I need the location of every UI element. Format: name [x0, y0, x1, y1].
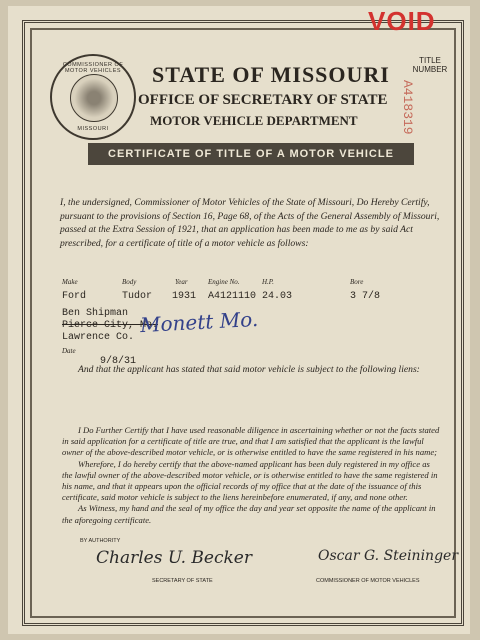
bore-label: Bore — [350, 278, 364, 286]
engine-value: A4121110 — [208, 291, 257, 302]
issue-date: 9/8/31 — [100, 356, 137, 367]
bore-value: 3 7/8 — [350, 291, 381, 302]
state-seal — [50, 54, 136, 140]
further-paragraph-3: As Witness, my hand and the seal of my office the day and year set opposite the name of the applicant in the aforegoing certificate. — [62, 503, 436, 525]
title-number: A418319 — [400, 80, 415, 135]
year-value: 1931 — [172, 291, 197, 302]
seal-top-text: COMMISSIONER OF MOTOR VEHICLES — [62, 62, 124, 74]
handwritten-address: Monett Mo. — [139, 306, 259, 338]
body-value: Tudor — [122, 291, 153, 302]
body-label: Body — [122, 278, 137, 286]
by-authority-label: BY AUTHORITY — [80, 538, 121, 544]
further-certify-section — [62, 425, 440, 526]
seal-emblem-icon — [70, 74, 118, 122]
owner-name: Ben Shipman — [62, 308, 129, 319]
owner-county: Lawrence Co. — [62, 332, 135, 343]
office-heading: OFFICE OF SECRETARY OF STATE — [138, 92, 388, 108]
title-number-label: TITLE NUMBER — [412, 56, 448, 74]
certify-paragraph: I, the undersigned, Commissioner of Motor Vehicles of the State of Missouri, Do Hereby Certify, pursuant to the provisions of Section 16, Page 68, of the Acts of the General Assembly of Missouri, passed at the Extra Session of 1921, that an application has been made to me as by said Act prescribed, for a certificate of title of a motor vehicle as follows: — [60, 197, 440, 249]
secretary-signature: Charles U. Becker — [96, 548, 252, 568]
state-heading: STATE OF MISSOURI — [152, 62, 390, 87]
hp-label: H.P. — [262, 278, 274, 286]
date-label: Date — [62, 347, 76, 355]
make-label: Make — [62, 278, 78, 286]
liens-statement: And that the applicant has stated that said motor vehicle is subject to the following liens: — [78, 364, 420, 375]
certificate-banner: CERTIFICATE OF TITLE OF A MOTOR VEHICLE — [88, 143, 414, 165]
commissioner-signature: Oscar G. Steininger — [318, 548, 459, 564]
void-stamp: VOID — [368, 6, 436, 36]
further-paragraph-1: I Do Further Certify that I have used reasonable diligence in ascertaining whether or not the facts stated in said application for a certificate of title are true, and that I am satisfied that the applicant is the lawful owner of the above-described motor vehicle, or is otherwise entitled to have the same registered in his name; — [62, 425, 440, 458]
commissioner-caption: COMMISSIONER OF MOTOR VEHICLES — [316, 578, 420, 584]
owner-old-address: Pierce City, Mo. — [62, 320, 159, 331]
department-heading: MOTOR VEHICLE DEPARTMENT — [150, 113, 358, 128]
secretary-caption: SECRETARY OF STATE — [152, 578, 213, 584]
make-value: Ford — [62, 291, 87, 302]
year-label: Year — [175, 278, 188, 286]
seal-bottom-text: MISSOURI — [77, 126, 109, 132]
further-paragraph-2: Wherefore, I do hereby certify that the above-named applicant has been duly registered in my office as the lawful owner of the above-described motor vehicle, or is otherwise entitled to have the same registered in his name, and that it appears upon the official records of my office that at the date of the issuance of this certificate, said motor vehicle is subject to the liens hereinbefore enumerated, if any, and none other. — [62, 458, 438, 503]
engine-label: Engine No. — [208, 278, 240, 286]
hp-value: 24.03 — [262, 291, 293, 302]
